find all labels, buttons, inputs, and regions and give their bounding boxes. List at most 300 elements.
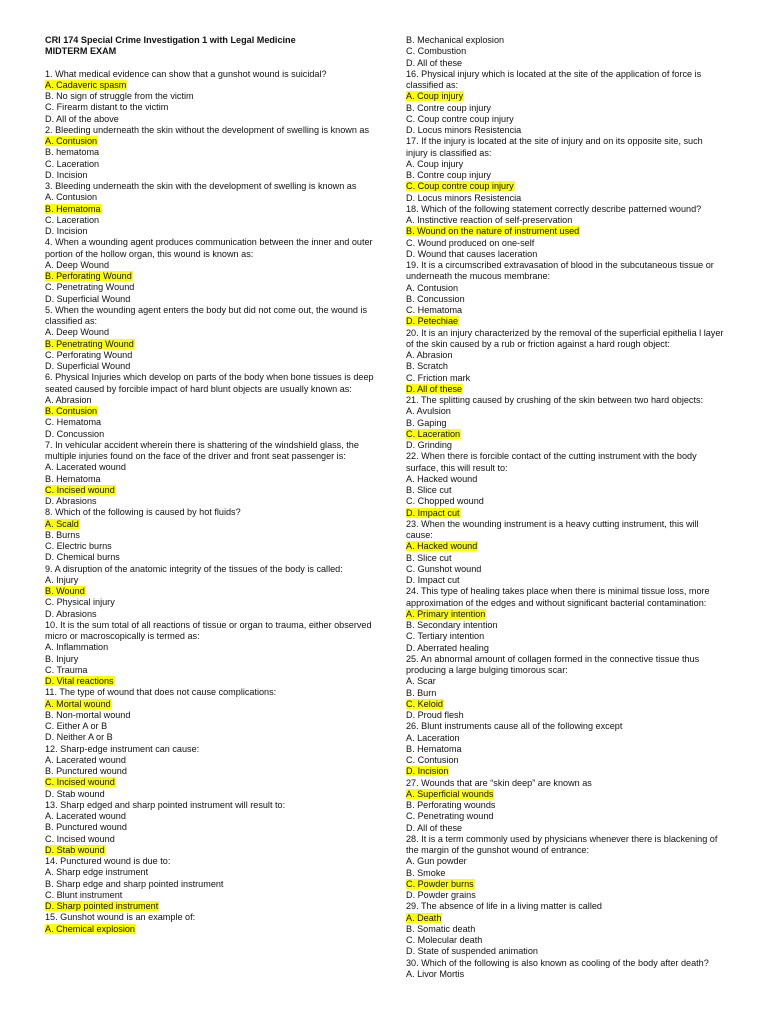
line-text: 14. Punctured wound is due to: bbox=[45, 856, 171, 866]
line-text: B. Secondary intention bbox=[406, 620, 498, 630]
answer-option bbox=[406, 46, 724, 57]
question-text bbox=[406, 451, 724, 474]
answer-option bbox=[406, 215, 724, 226]
line-text: C. Electric burns bbox=[45, 541, 112, 551]
answer-option bbox=[406, 496, 724, 507]
line-text: 27. Wounds that are “skin deep” are known as bbox=[406, 777, 592, 788]
answer-option bbox=[406, 733, 724, 744]
answer-option bbox=[45, 766, 390, 777]
line-text: C. Firearm distant to the victim bbox=[45, 102, 169, 113]
answer-option bbox=[45, 406, 390, 417]
answer-option bbox=[406, 969, 724, 980]
line-text: C. Perforating Wound bbox=[45, 349, 133, 360]
line-text: 5. When the wounding agent enters the body but did not come out, the wound is classified as: bbox=[45, 304, 368, 326]
answer-option bbox=[45, 597, 390, 608]
line-text: A. Contusion bbox=[406, 282, 459, 293]
highlighted-answer: A. Scald bbox=[45, 518, 79, 529]
answer-option bbox=[45, 676, 390, 687]
line-text: D. Concussion bbox=[45, 428, 105, 439]
answer-option bbox=[406, 294, 724, 305]
line-text: C. Hematoma bbox=[406, 305, 463, 315]
highlighted-answer: C. Keloid bbox=[406, 698, 443, 709]
question-text bbox=[45, 305, 390, 328]
answer-option bbox=[45, 170, 390, 181]
highlighted-answer: A. Contusion bbox=[45, 136, 98, 146]
line-text: D. Aberrated healing bbox=[406, 642, 489, 653]
question-text bbox=[45, 800, 390, 811]
answer-option bbox=[45, 822, 390, 833]
question-text bbox=[406, 260, 724, 283]
highlighted-answer: B. Hematoma bbox=[45, 203, 101, 214]
question-text bbox=[45, 440, 390, 463]
question-text bbox=[45, 744, 390, 755]
line-text: 25. An abnormal amount of collagen formed in the connective tissue thus producing a large bulging timorous scar: bbox=[406, 653, 700, 675]
highlighted-answer: D. Impact cut bbox=[406, 507, 460, 518]
answer-option bbox=[45, 80, 390, 91]
answer-option bbox=[45, 519, 390, 530]
answer-option bbox=[406, 384, 724, 395]
line-text: D. Superficial Wound bbox=[45, 293, 131, 304]
line-text: C. Gunshot wound bbox=[406, 563, 482, 574]
answer-option bbox=[406, 91, 724, 102]
line-text: C. Wound produced on one-self bbox=[406, 237, 535, 248]
answer-option bbox=[406, 114, 724, 125]
line-text: D. Abrasions bbox=[45, 608, 97, 619]
line-text: 11. The type of wound that does not cause complications: bbox=[45, 687, 277, 698]
highlighted-answer: A. Cadaveric spasm bbox=[45, 79, 127, 90]
answer-option bbox=[406, 485, 724, 496]
line-text: C. Chopped wound bbox=[406, 496, 484, 507]
answer-option bbox=[406, 553, 724, 564]
line-text: B. Contre coup injury bbox=[406, 170, 491, 180]
question-text bbox=[406, 69, 724, 92]
answer-option bbox=[406, 676, 724, 687]
line-text: B. Scratch bbox=[406, 361, 448, 372]
answer-option bbox=[406, 946, 724, 957]
line-text: C. Laceration bbox=[45, 158, 100, 169]
line-text: A. Lacerated wound bbox=[45, 462, 126, 473]
line-text: A. Inflammation bbox=[45, 642, 109, 653]
answer-option bbox=[45, 294, 390, 305]
left-column bbox=[45, 35, 390, 935]
line-text: D. Locus minors Resistencia bbox=[406, 125, 522, 135]
line-text: C. Tertiary intention bbox=[406, 631, 485, 642]
line-text: C. Incised wound bbox=[45, 833, 115, 844]
answer-option bbox=[406, 418, 724, 429]
line-text: 16. Physical injury which is located at the site of the application of force is classified as: bbox=[406, 68, 702, 90]
line-text: B. Perforating wounds bbox=[406, 800, 496, 810]
highlighted-answer: C. Incised wound bbox=[45, 484, 115, 495]
answer-option bbox=[406, 766, 724, 777]
line-text: A. Hacked wound bbox=[406, 473, 478, 484]
line-text: A. Deep Wound bbox=[45, 327, 110, 338]
answer-option bbox=[406, 643, 724, 654]
answer-option bbox=[45, 260, 390, 271]
line-text: C. Friction mark bbox=[406, 372, 471, 383]
answer-option bbox=[406, 688, 724, 699]
answer-option bbox=[45, 147, 390, 158]
question-text bbox=[406, 901, 724, 912]
line-text: B. No sign of struggle from the victim bbox=[45, 91, 194, 101]
question-text bbox=[45, 69, 390, 80]
highlighted-answer: A. Hacked wound bbox=[406, 541, 478, 552]
question-text bbox=[45, 125, 390, 136]
line-text: D. Grinding bbox=[406, 440, 452, 450]
line-text: 29. The absence of life in a living matter is called bbox=[406, 901, 602, 912]
line-text: A. Gun powder bbox=[406, 856, 467, 867]
answer-option bbox=[45, 91, 390, 102]
answer-option bbox=[45, 541, 390, 552]
line-text: D. All of these bbox=[406, 57, 463, 68]
answer-option bbox=[45, 665, 390, 676]
answer-option bbox=[45, 530, 390, 541]
answer-option bbox=[406, 406, 724, 417]
line-text: 13. Sharp edged and sharp pointed instrument will result to: bbox=[45, 799, 286, 810]
answer-option bbox=[45, 811, 390, 822]
answer-option bbox=[45, 732, 390, 743]
line-text: D. Incision bbox=[45, 169, 88, 180]
highlighted-answer: D. Petechiae bbox=[406, 316, 459, 327]
question-text bbox=[406, 721, 724, 732]
line-text: 20. It is an injury characterized by the removal of the superficial epithelia l layer of the skin caused by a rub or friction against a hard rough object: bbox=[406, 327, 724, 349]
answer-option bbox=[406, 305, 724, 316]
highlighted-answer: A. Chemical explosion bbox=[45, 923, 135, 934]
answer-option bbox=[45, 654, 390, 665]
answer-option bbox=[45, 609, 390, 620]
answer-option bbox=[406, 789, 724, 800]
answer-option bbox=[406, 823, 724, 834]
question-text bbox=[406, 328, 724, 351]
answer-option bbox=[406, 316, 724, 327]
line-text: 7. In vehicular accident wherein there is shattering of the windshield glass, the multiple injuries found on the face of the driver and front seat passenger is: bbox=[45, 439, 359, 461]
question-text bbox=[406, 395, 724, 406]
line-text: C. Coup contre coup injury bbox=[406, 113, 514, 124]
line-text: A. Livor Mortis bbox=[406, 968, 465, 979]
line-text: 8. Which of the following is caused by hot fluids? bbox=[45, 507, 241, 518]
answer-option bbox=[45, 417, 390, 428]
right-column bbox=[406, 35, 724, 980]
answer-option bbox=[45, 586, 390, 597]
line-text: D. Stab wound bbox=[45, 788, 105, 799]
line-text: B. Hematoma bbox=[406, 743, 462, 754]
answer-option bbox=[406, 744, 724, 755]
line-text: 1. What medical evidence can show that a gunshot wound is suicidal? bbox=[45, 68, 327, 79]
answer-option bbox=[406, 755, 724, 766]
answer-option bbox=[406, 935, 724, 946]
line-text: D. Wound that causes laceration bbox=[406, 248, 538, 259]
highlighted-answer: D. Sharp pointed instrument bbox=[45, 901, 159, 911]
answer-option bbox=[406, 856, 724, 867]
line-text: 2. Bleeding underneath the skin without the development of swelling is known as bbox=[45, 124, 370, 135]
answer-option bbox=[406, 575, 724, 586]
line-text: C. Trauma bbox=[45, 664, 88, 675]
line-text: A. Lacerated wound bbox=[45, 754, 126, 765]
answer-option bbox=[406, 508, 724, 519]
answer-option bbox=[406, 373, 724, 384]
line-text: 26. Blunt instruments cause all of the following except bbox=[406, 721, 623, 732]
line-text: C. Either A or B bbox=[45, 721, 108, 731]
answer-option bbox=[406, 58, 724, 69]
line-text: B. Smoke bbox=[406, 867, 446, 878]
line-text: 3. Bleeding underneath the skin with the development of swelling is known as bbox=[45, 181, 357, 191]
answer-option bbox=[45, 901, 390, 912]
line-text: D. Incision bbox=[45, 226, 88, 236]
highlighted-answer: B. Wound on the nature of instrument used bbox=[406, 226, 580, 237]
line-text: D. Superficial Wound bbox=[45, 361, 131, 371]
highlighted-answer: C. Laceration bbox=[406, 428, 461, 439]
line-text: B. Burns bbox=[45, 529, 80, 540]
answer-option bbox=[45, 575, 390, 586]
line-text: A. Injury bbox=[45, 574, 79, 585]
answer-option bbox=[45, 890, 390, 901]
line-text: B. Concussion bbox=[406, 293, 465, 304]
answer-option bbox=[406, 913, 724, 924]
highlighted-answer: B. Wound bbox=[45, 586, 85, 596]
line-text: B. Hematoma bbox=[45, 473, 101, 484]
answer-option bbox=[406, 564, 724, 575]
answer-option bbox=[406, 283, 724, 294]
highlighted-answer: A. Mortal wound bbox=[45, 698, 111, 709]
answer-option bbox=[406, 170, 724, 181]
highlighted-answer: D. All of these bbox=[406, 383, 463, 394]
highlighted-answer: A. Coup injury bbox=[406, 91, 464, 102]
answer-option bbox=[45, 552, 390, 563]
line-text: C. Combustion bbox=[406, 46, 467, 57]
question-text bbox=[406, 958, 724, 969]
line-text: C. Hematoma bbox=[45, 417, 102, 428]
answer-option bbox=[45, 462, 390, 473]
answer-option bbox=[406, 800, 724, 811]
line-text: A. Lacerated wound bbox=[45, 811, 126, 821]
answer-option bbox=[406, 350, 724, 361]
line-text: C. Blunt instrument bbox=[45, 889, 123, 900]
answer-option bbox=[45, 339, 390, 350]
answer-option bbox=[45, 474, 390, 485]
line-text: 9. A disruption of the anatomic integrity of the tissues of the body is called: bbox=[45, 563, 343, 574]
answer-option bbox=[406, 811, 724, 822]
line-text: B. Slice cut bbox=[406, 552, 452, 563]
line-text: D. Neither A or B bbox=[45, 732, 113, 743]
highlighted-answer: A. Death bbox=[406, 912, 442, 923]
line-text: 23. When the wounding instrument is a heavy cutting instrument, this will cause: bbox=[406, 518, 699, 540]
highlighted-answer: D. Incision bbox=[406, 766, 449, 777]
question-text bbox=[45, 856, 390, 867]
question-text bbox=[406, 204, 724, 215]
answer-option bbox=[406, 541, 724, 552]
answer-option bbox=[406, 249, 724, 260]
highlighted-answer: D. Stab wound bbox=[45, 844, 105, 855]
answer-option bbox=[45, 226, 390, 237]
answer-option bbox=[406, 890, 724, 901]
line-text: D. Impact cut bbox=[406, 575, 460, 585]
line-text: A. Deep Wound bbox=[45, 259, 110, 270]
answer-option bbox=[406, 620, 724, 631]
line-text: A. Sharp edge instrument bbox=[45, 867, 149, 878]
answer-option bbox=[45, 350, 390, 361]
line-text: 21. The splitting caused by crushing of the skin between two hard objects: bbox=[406, 395, 704, 405]
answer-option bbox=[45, 879, 390, 890]
line-text: B. Non-mortal wound bbox=[45, 709, 131, 720]
answer-option bbox=[45, 924, 390, 935]
answer-option bbox=[45, 834, 390, 845]
line-text: 30. Which of the following is also known as cooling of the body after death? bbox=[406, 957, 709, 968]
answer-option bbox=[45, 789, 390, 800]
line-text: B. Gaping bbox=[406, 417, 447, 428]
line-text: D. Abrasions bbox=[45, 496, 97, 506]
answer-option bbox=[406, 609, 724, 620]
line-text: B. Injury bbox=[45, 653, 79, 664]
answer-option bbox=[45, 642, 390, 653]
answer-option bbox=[45, 271, 390, 282]
line-text: B. Sharp edge and sharp pointed instrument bbox=[45, 878, 224, 889]
answer-option bbox=[45, 699, 390, 710]
answer-option bbox=[45, 721, 390, 732]
answer-option bbox=[406, 103, 724, 114]
line-text: A. Scar bbox=[406, 676, 436, 687]
line-text: C. Penetrating Wound bbox=[45, 282, 135, 293]
answer-option bbox=[406, 125, 724, 136]
line-text: 19. It is a circumscribed extravasation of blood in the subcutaneous tissue or underneath the mucous membrane: bbox=[406, 260, 714, 282]
line-text: D. Powder grains bbox=[406, 890, 476, 900]
question-text bbox=[45, 912, 390, 923]
answer-option bbox=[45, 845, 390, 856]
highlighted-answer: B. Contusion bbox=[45, 406, 98, 416]
line-text: B. Punctured wound bbox=[45, 766, 127, 776]
answer-option bbox=[45, 282, 390, 293]
highlighted-answer: B. Penetrating Wound bbox=[45, 338, 134, 349]
answer-option bbox=[45, 395, 390, 406]
answer-option bbox=[406, 474, 724, 485]
right-question-list bbox=[406, 35, 724, 980]
answer-option bbox=[406, 238, 724, 249]
answer-option bbox=[406, 440, 724, 451]
line-text: C. Penetrating wound bbox=[406, 811, 494, 822]
line-text: C. Laceration bbox=[45, 214, 100, 225]
highlighted-answer: A. Primary intention bbox=[406, 608, 486, 619]
answer-option bbox=[406, 631, 724, 642]
line-text: A. Abrasion bbox=[406, 350, 453, 360]
document-title: CRI 174 Special Crime Investigation 1 with Legal Medicine bbox=[45, 35, 296, 45]
line-text: 28. It is a term commonly used by physicians whenever there is blackening of the margin of the gunshot wound of entrance: bbox=[406, 833, 718, 855]
line-text: A. Laceration bbox=[406, 732, 460, 743]
line-text: B. Burn bbox=[406, 687, 437, 698]
line-text: A. Instinctive reaction of self-preservation bbox=[406, 215, 573, 225]
line-text: D. All of these bbox=[406, 822, 463, 833]
answer-option bbox=[406, 699, 724, 710]
line-text: B. Punctured wound bbox=[45, 822, 127, 833]
answer-option bbox=[406, 361, 724, 372]
question-text bbox=[45, 181, 390, 192]
question-text bbox=[45, 564, 390, 575]
answer-option bbox=[406, 35, 724, 46]
highlighted-answer: D. Vital reactions bbox=[45, 676, 114, 686]
question-text bbox=[45, 620, 390, 643]
question-text bbox=[45, 237, 390, 260]
line-text: D. Chemical burns bbox=[45, 552, 120, 563]
answer-option bbox=[45, 361, 390, 372]
line-text: D. Locus minors Resistencia bbox=[406, 192, 522, 203]
line-text: 6. Physical Injuries which develop on parts of the body when bone tissues is deep seated caused by forcible impact of hard blunt objects are usually known as: bbox=[45, 372, 374, 394]
question-text bbox=[45, 372, 390, 395]
answer-option bbox=[45, 204, 390, 215]
line-text: 4. When a wounding agent produces communication between the inner and outer portion of the hollow organ, this wound is known as: bbox=[45, 237, 373, 259]
answer-option bbox=[406, 193, 724, 204]
line-text: 12. Sharp-edge instrument can cause: bbox=[45, 743, 200, 754]
line-text: C. Physical injury bbox=[45, 597, 115, 608]
answer-option bbox=[406, 879, 724, 890]
answer-option bbox=[45, 710, 390, 721]
line-text: 24. This type of healing takes place when there is minimal tissue loss, more approximation of the edges and without significant bacterial contamination: bbox=[406, 586, 710, 608]
left-question-list bbox=[45, 69, 390, 935]
line-text: 22. When there is forcible contact of the cutting instrument with the body surface, this will result to: bbox=[406, 451, 697, 473]
line-text: C. Contusion bbox=[406, 755, 459, 765]
line-text: D. All of the above bbox=[45, 113, 119, 124]
line-text: B. Contre coup injury bbox=[406, 102, 491, 113]
answer-option bbox=[45, 777, 390, 788]
line-text: D. State of suspended animation bbox=[406, 946, 538, 957]
line-text: C. Molecular death bbox=[406, 935, 483, 945]
answer-option bbox=[406, 429, 724, 440]
answer-option bbox=[406, 868, 724, 879]
highlighted-answer: A. Superficial wounds bbox=[406, 788, 494, 799]
answer-option bbox=[45, 102, 390, 113]
answer-option bbox=[406, 226, 724, 237]
answer-option bbox=[406, 710, 724, 721]
line-text: A. Contusion bbox=[45, 192, 98, 203]
question-text bbox=[406, 586, 724, 609]
highlighted-answer: C. Incised wound bbox=[45, 777, 115, 788]
line-text: 17. If the injury is located at the site of injury and on its opposite site, such injury is classified as: bbox=[406, 136, 703, 158]
line-text: 18. Which of the following statement correctly describe patterned wound? bbox=[406, 203, 702, 214]
line-text: B. Somatic death bbox=[406, 923, 476, 934]
highlighted-answer: B. Perforating Wound bbox=[45, 271, 132, 281]
answer-option bbox=[45, 159, 390, 170]
answer-option bbox=[45, 327, 390, 338]
highlighted-answer: C. Powder burns bbox=[406, 878, 474, 889]
question-text bbox=[45, 507, 390, 518]
question-text bbox=[406, 136, 724, 159]
line-text: A. Abrasion bbox=[45, 394, 92, 405]
answer-option bbox=[45, 192, 390, 203]
line-text: D. Proud flesh bbox=[406, 710, 464, 720]
answer-option bbox=[406, 181, 724, 192]
question-text bbox=[406, 778, 724, 789]
answer-option bbox=[45, 485, 390, 496]
answer-option bbox=[45, 496, 390, 507]
line-text: 15. Gunshot wound is an example of: bbox=[45, 912, 196, 923]
line-text: 10. It is the sum total of all reactions of tissue or organ to trauma, either observed micro or macroscopically is termed as: bbox=[45, 619, 372, 641]
highlighted-answer: C. Coup contre coup injury bbox=[406, 181, 514, 192]
answer-option bbox=[45, 429, 390, 440]
question-text bbox=[406, 834, 724, 857]
line-text: B. Mechanical explosion bbox=[406, 35, 505, 45]
line-text: B. Slice cut bbox=[406, 485, 452, 495]
document-subtitle: MIDTERM EXAM bbox=[45, 46, 117, 57]
line-text: A. Coup injury bbox=[406, 158, 464, 169]
answer-option bbox=[45, 136, 390, 147]
answer-option bbox=[45, 215, 390, 226]
answer-option bbox=[45, 867, 390, 878]
question-text bbox=[406, 519, 724, 542]
answer-option bbox=[406, 159, 724, 170]
question-text bbox=[45, 687, 390, 698]
question-text bbox=[406, 654, 724, 677]
answer-option bbox=[45, 755, 390, 766]
line-text: A. Avulsion bbox=[406, 406, 451, 417]
line-text: B. hematoma bbox=[45, 147, 100, 158]
answer-option bbox=[406, 924, 724, 935]
answer-option bbox=[45, 114, 390, 125]
